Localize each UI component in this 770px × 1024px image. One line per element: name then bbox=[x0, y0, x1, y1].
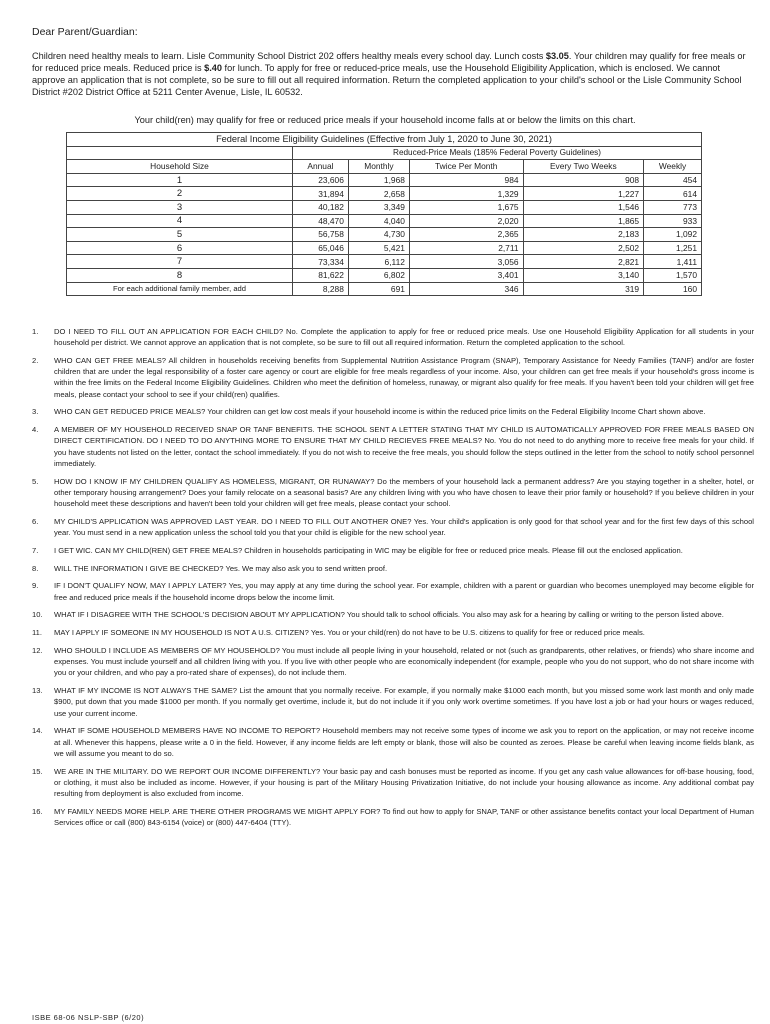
table-cell: 2,365 bbox=[409, 228, 523, 242]
faq-number: 12. bbox=[32, 646, 43, 655]
reduced-price-header: Reduced-Price Meals (185% Federal Poverty Guidelines) bbox=[293, 146, 702, 160]
faq-text: MY FAMILY NEEDS MORE HELP. ARE THERE OTHER PROGRAMS WE MIGHT APPLY FOR? To find out how to apply for SNAP, TANF or other assistance benefits contact your local Department of Human Services office or call (800) 843-6154 (voice) or (800) 447-6404 (TTY). bbox=[54, 806, 754, 828]
faq-item bbox=[32, 326, 754, 348]
greeting: Dear Parent/Guardian: bbox=[32, 26, 138, 38]
table-row bbox=[67, 228, 702, 242]
faq-number: 9. bbox=[32, 581, 39, 591]
table-cell: 3,056 bbox=[409, 255, 523, 269]
table-cell: 5,421 bbox=[348, 241, 409, 255]
table-title: Federal Income Eligibility Guidelines (Effective from July 1, 2020 to June 30, 2021) bbox=[67, 133, 702, 147]
table-cell: 1,329 bbox=[409, 187, 523, 201]
table-cell: 1,092 bbox=[644, 228, 702, 242]
intro-text-c: for lunch. To apply for free or reduced-price meals, use the Household Eligibility Application, which is enclosed. We cannot approve an application that is not complete, so be sure to fill out all required information. Return the completed application to your child's school or the Lisle Community School District #202 District Office at 5211 Center Avenue, Lisle, IL 60532. bbox=[32, 63, 742, 97]
table-cell: 23,606 bbox=[293, 173, 349, 187]
faq-item bbox=[32, 516, 754, 538]
table-cell: 3,401 bbox=[409, 268, 523, 282]
faq-item bbox=[32, 645, 754, 679]
table-row bbox=[67, 268, 702, 282]
table-row bbox=[67, 200, 702, 214]
table-cell: 1,675 bbox=[409, 200, 523, 214]
faq-text: A MEMBER OF MY HOUSEHOLD RECEIVED SNAP OR TANF BENEFITS. THE SCHOOL SENT A LETTER STATING THAT MY CHILD IS AUTOMATICALLY APPROVED FOR FREE MEALS BASED ON DIRECT CERTIFICATION. DO I NEED TO DO ANYTHING MORE TO ENSURE THAT MY CHILD RECIEVES FREE MEALS? No. You do not need to do anything more to receive free meals for your child. If you have students not listed on the letter, contact the school immediately. If you do not wish to receive the free meals, you should follow the steps outlined in the letter from the school to notify school personnel immediately. bbox=[54, 425, 754, 468]
table-row bbox=[67, 214, 702, 228]
table-cell: 1,570 bbox=[644, 268, 702, 282]
table-cell: 773 bbox=[644, 200, 702, 214]
faq-item bbox=[32, 580, 754, 602]
faq-text: WHAT IF I DISAGREE WITH THE SCHOOL'S DECISION ABOUT MY APPLICATION? You should talk to school officials. You also may ask for a hearing by calling or writing to the person listed above. bbox=[54, 610, 724, 620]
table-cell: 454 bbox=[644, 173, 702, 187]
faq-text: MY CHILD'S APPLICATION WAS APPROVED LAST YEAR. DO I NEED TO FILL OUT ANOTHER ONE? Yes. Your child's application is only good for that school year and for the first few days of this school year. You must send in a new application unless the school told you that your child is eligible for the new school year. bbox=[54, 516, 754, 538]
faq-text: DO I NEED TO FILL OUT AN APPLICATION FOR EACH CHILD? No. Complete the application to apply for free or reduced price meals. Use one Household Eligibility Application for all students in your household per district. We cannot approve an application that is not complete, so be sure to fill out all required information. Return the completed application to the school. bbox=[54, 327, 754, 348]
faq-text: IF I DON'T QUALIFY NOW, MAY I APPLY LATER? Yes, you may apply at any time during the school year. For example, children with a parent or guardian who becomes unemployed may become eligible for free and reduced price meals if the household income drops below the income limit. bbox=[54, 581, 754, 602]
table-cell: 73,334 bbox=[293, 255, 349, 269]
faq-number: 6. bbox=[32, 516, 39, 526]
faq-item bbox=[32, 563, 754, 574]
table-cell: 1,865 bbox=[523, 214, 644, 228]
table-row bbox=[67, 173, 702, 187]
table-cell: 1,227 bbox=[523, 187, 644, 201]
faq-item bbox=[32, 355, 754, 400]
table-cell: 6,112 bbox=[348, 255, 409, 269]
table-cell: 8,288 bbox=[293, 282, 349, 296]
faq-item bbox=[32, 766, 754, 800]
col-twice-per-month: Twice Per Month bbox=[409, 160, 523, 174]
table-cell: 2,020 bbox=[409, 214, 523, 228]
table-cell: 2,502 bbox=[523, 241, 644, 255]
table-row bbox=[67, 187, 702, 201]
table-cell: 6,802 bbox=[348, 268, 409, 282]
income-eligibility-table bbox=[66, 132, 702, 296]
faq-text: WHAT IF MY INCOME IS NOT ALWAYS THE SAME? List the amount that you normally receive. For example, if you normally make $1000 each month, but you missed some work last month and only made $900, put down that you made $1000 per month. If you normally get overtime, include it, but do not include it if you only work overtime sometimes. If you have lost a job or had your hours or wages reduced, use your current income. bbox=[54, 686, 754, 718]
table-cell: 160 bbox=[644, 282, 702, 296]
table-cell: 1,968 bbox=[348, 173, 409, 187]
table-cell: 4,730 bbox=[348, 228, 409, 242]
faq-text: WILL THE INFORMATION I GIVE BE CHECKED? Yes. We may also ask you to send written proof. bbox=[54, 563, 388, 573]
table-cell: 6 bbox=[67, 241, 293, 255]
faq-number: 3. bbox=[32, 407, 39, 417]
table-cell: 346 bbox=[409, 282, 523, 296]
faq-number: 15. bbox=[32, 766, 43, 776]
col-household-size: Household Size bbox=[67, 160, 293, 174]
table-cell: 4 bbox=[67, 214, 293, 228]
faq-item bbox=[32, 406, 754, 417]
faq-number: 16. bbox=[32, 806, 43, 816]
faq-number: 13. bbox=[32, 686, 43, 696]
table-cell: 3,140 bbox=[523, 268, 644, 282]
table-body bbox=[67, 173, 702, 295]
table-cell: 319 bbox=[523, 282, 644, 296]
faq-item bbox=[32, 476, 754, 510]
faq-item bbox=[32, 545, 754, 556]
faq-list bbox=[32, 326, 754, 835]
table-cell: 908 bbox=[523, 173, 644, 187]
faq-item bbox=[32, 424, 754, 469]
table-cell: 1 bbox=[67, 173, 293, 187]
intro-text-a: Children need healthy meals to learn. Lisle Community School District 202 offers healthy meals every school day. Lunch costs bbox=[32, 51, 546, 61]
table-cell: 1,411 bbox=[644, 255, 702, 269]
intro-text-b: . Your children may qualify for free meals or for reduced price meals. Reduced price is bbox=[32, 51, 746, 73]
faq-text: WHO SHOULD I INCLUDE AS MEMBERS OF MY HOUSEHOLD? You must include all people living in your household, related or not (such as grandparents, other relatives, or friends) who share income and expenses. You must include yourself and all children living with you. If you live with other people who are economically independent (for example, people who you do not support, who do not share income with you or your children, and who pay a pro-rated share of expenses), do not include them. bbox=[54, 646, 754, 678]
table-row bbox=[67, 241, 702, 255]
lunch-cost: $3.05 bbox=[545, 51, 569, 61]
faq-number: 7. bbox=[32, 545, 39, 555]
table-cell: 984 bbox=[409, 173, 523, 187]
table-cell: 31,894 bbox=[293, 187, 349, 201]
table-cell: 48,470 bbox=[293, 214, 349, 228]
col-weekly: Weekly bbox=[644, 160, 702, 174]
table-cell: 3,349 bbox=[348, 200, 409, 214]
faq-item bbox=[32, 725, 754, 759]
table-cell: 5 bbox=[67, 228, 293, 242]
col-monthly: Monthly bbox=[348, 160, 409, 174]
table-cell: 2,821 bbox=[523, 255, 644, 269]
faq-number: 2. bbox=[32, 356, 39, 365]
table-cell: 56,758 bbox=[293, 228, 349, 242]
faq-item bbox=[32, 627, 754, 638]
faq-item bbox=[32, 685, 754, 719]
col-annual: Annual bbox=[293, 160, 349, 174]
table-cell: 81,622 bbox=[293, 268, 349, 282]
table-cell: 8 bbox=[67, 268, 293, 282]
faq-number: 11. bbox=[32, 628, 42, 638]
faq-item bbox=[32, 806, 754, 828]
faq-text: WHO CAN GET FREE MEALS? All children in households receiving benefits from Supplemental Nutrition Assistance Program (SNAP), Temporary Assistance for Needy Families (TANF) and/or are foster children that are under the legal responsibility of a foster care agency or court are eligible for free meals regardless of your income. Also, your children can get free meals if your household's gross income is within the free limits on the Federal Income Eligibility Guidelines. Children who meet the definition of homeless, runaway, or migrant also qualify for free meals. If you haven't been told your children will get free meals, please contact your school to see if your child(ren) qualifies. bbox=[54, 356, 754, 399]
table-cell: 2,711 bbox=[409, 241, 523, 255]
table-cell: 2 bbox=[67, 187, 293, 201]
table-cell: 2,658 bbox=[348, 187, 409, 201]
faq-text: WE ARE IN THE MILITARY. DO WE REPORT OUR INCOME DIFFERENTLY? Your basic pay and cash bonuses must be reported as income. If you get any cash value allowances for off-base housing, food, or clothing, it must also be included as income. However, if your housing is part of the Military Housing Privatization Initiative, do not include your housing allowance as income. Any additional combat pay resulting from deployment is also excluded from income. bbox=[54, 766, 754, 799]
table-cell: 65,046 bbox=[293, 241, 349, 255]
faq-number: 5. bbox=[32, 476, 39, 486]
table-row bbox=[67, 255, 702, 269]
table-cell: 1,251 bbox=[644, 241, 702, 255]
faq-item bbox=[32, 609, 754, 620]
qualify-sentence: Your child(ren) may qualify for free or reduced price meals if your household income falls at or below the limits on this chart. bbox=[134, 115, 636, 125]
faq-text: MAY I APPLY IF SOMEONE IN MY HOUSEHOLD IS NOT A U.S. CITIZEN? Yes. You or your child(ren) do not have to be U.S. citizens to qualify for free or reduced price meals. bbox=[54, 628, 645, 638]
table-cell: 3 bbox=[67, 200, 293, 214]
blank-header bbox=[67, 146, 293, 160]
faq-number: 4. bbox=[32, 425, 39, 435]
table-cell: 40,182 bbox=[293, 200, 349, 214]
table-cell: 4,040 bbox=[348, 214, 409, 228]
table-cell: 2,183 bbox=[523, 228, 644, 242]
faq-text: WHAT IF SOME HOUSEHOLD MEMBERS HAVE NO INCOME TO REPORT? Household members may not receive some types of income we ask you to report on the application, or may not receive income at all. Whenever this happens, please write a 0 in the field. However, if any income fields are left empty or blank, those will also be counted as zeroes. Please be careful when leaving income fields blank, as we will assume you meant to do so. bbox=[54, 726, 754, 758]
table-cell: 1,546 bbox=[523, 200, 644, 214]
additional-member-label: For each additional family member, add bbox=[67, 282, 293, 296]
table-cell: 691 bbox=[348, 282, 409, 296]
col-every-two-weeks: Every Two Weeks bbox=[523, 160, 644, 174]
reduced-price: $.40 bbox=[204, 63, 222, 73]
faq-number: 14. bbox=[32, 726, 43, 736]
faq-number: 8. bbox=[32, 563, 39, 573]
column-header-row bbox=[67, 160, 702, 174]
additional-member-row bbox=[67, 282, 702, 296]
faq-text: WHO CAN GET REDUCED PRICE MEALS? Your children can get low cost meals if your household income is within the reduced price limits on the Federal Eligibility Income Chart shown above. bbox=[54, 407, 706, 417]
table-cell: 933 bbox=[644, 214, 702, 228]
faq-text: HOW DO I KNOW IF MY CHILDREN QUALIFY AS HOMELESS, MIGRANT, OR RUNAWAY? Do the members of your household lack a permanent address? Are you staying together in a shelter, hotel, or other temporary housing arrangement? Does your family relocate on a seasonal basis? Are any children living with you who have chosen to leave their prior family or household? If you believe children in your household meet these descriptions and haven't been told your children will get free meals, please contact your school. bbox=[54, 476, 754, 509]
faq-number: 10. bbox=[32, 610, 43, 620]
faq-text: I GET WIC. CAN MY CHILD(REN) GET FREE MEALS? Children in households participating in WIC may be eligible for free or reduced price meals. Please fill out the enclosed application. bbox=[54, 545, 683, 555]
form-number: ISBE 68-06 NSLP-SBP (6/20) bbox=[32, 1013, 145, 1022]
table-cell: 7 bbox=[67, 255, 293, 269]
intro-paragraph bbox=[32, 50, 752, 98]
faq-number: 1. bbox=[32, 327, 39, 336]
table-cell: 614 bbox=[644, 187, 702, 201]
